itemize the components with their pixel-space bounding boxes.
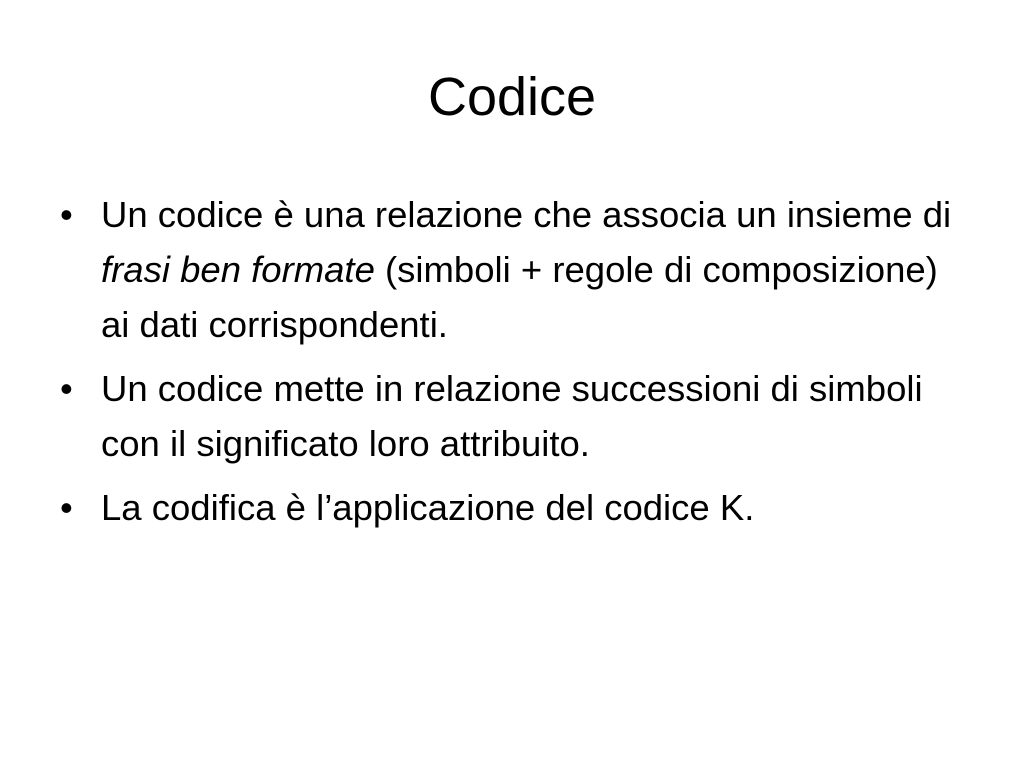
slide-title: Codice — [427, 67, 597, 127]
bullet-item — [60, 361, 960, 471]
bullet-list — [60, 187, 960, 544]
bullet-icon: • — [60, 368, 73, 409]
bullet-text-part: La codifica è l’applicazione del codice K. — [101, 487, 755, 528]
bullet-item — [60, 480, 960, 535]
bullet-text-part: Un codice è una relazione che associa un insieme di — [101, 194, 952, 235]
bullet-icon: • — [60, 487, 73, 528]
bullet-text-part: (simboli + regole di composizione) ai dati corrispondenti. — [101, 249, 938, 345]
bullet-text-emphasis: frasi ben formate — [101, 249, 375, 290]
bullet-text-part: Un codice mette in relazione successioni di simboli con il significato loro attribuito. — [101, 368, 923, 464]
bullet-icon: • — [60, 194, 73, 235]
bullet-text — [101, 368, 923, 464]
bullet-item — [60, 187, 960, 352]
bullet-text — [101, 194, 951, 345]
bullet-text — [101, 487, 754, 528]
